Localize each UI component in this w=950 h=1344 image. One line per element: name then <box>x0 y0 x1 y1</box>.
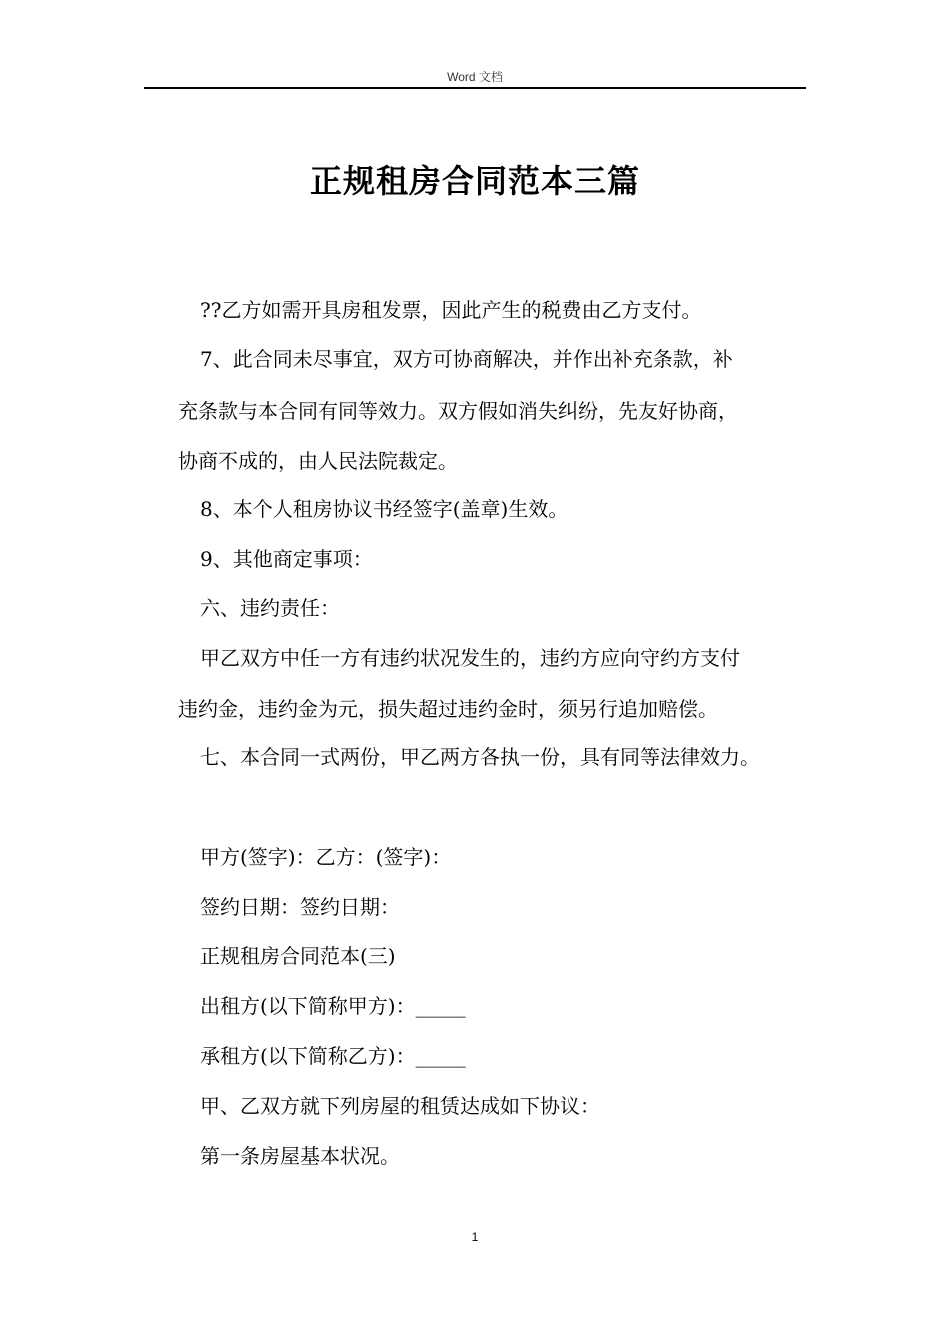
document-title: 正规租房合同范本三篇 <box>309 162 640 200</box>
section-heading: 正规租房合同范本(三) <box>200 944 396 968</box>
body-line: 七、本合同一式两份，甲乙两方各执一份，具有同等法律效力。 <box>200 745 760 769</box>
body-line: 9、其他商定事项： <box>200 547 373 571</box>
date-line: 签约日期：签约日期： <box>200 895 400 919</box>
lessee-line: 承租方(以下简称乙方)：_____ <box>200 1044 466 1068</box>
body-line: 违约金，违约金为元，损失超过违约金时，须另行追加赔偿。 <box>178 697 718 721</box>
page-number: 1 <box>471 1230 479 1244</box>
header-label: Word 文档 <box>447 70 503 84</box>
body-line: 甲乙双方中任一方有违约状况发生的，违约方应向守约方支付 <box>200 646 740 670</box>
body-line: 协商不成的，由人民法院裁定。 <box>178 449 458 473</box>
body-line: 8、本个人租房协议书经签字(盖章)生效。 <box>200 497 569 521</box>
body-line: 充条款与本合同有同等效力。双方假如消失纠纷，先友好协商， <box>178 399 738 423</box>
body-line: 7、此合同未尽事宜，双方可协商解决，并作出补充条款，补 <box>200 347 733 371</box>
lessor-line: 出租方(以下简称甲方)：_____ <box>200 994 466 1018</box>
body-line: 甲、乙双方就下列房屋的租赁达成如下协议： <box>200 1094 600 1118</box>
body-line: 第一条房屋基本状况。 <box>200 1144 400 1168</box>
signature-line: 甲方(签字)：乙方：(签字)： <box>200 845 452 869</box>
body-line: 六、违约责任： <box>200 596 340 620</box>
body-line: ??乙方如需开具房租发票，因此产生的税费由乙方支付。 <box>200 298 702 322</box>
header-divider <box>144 87 806 89</box>
